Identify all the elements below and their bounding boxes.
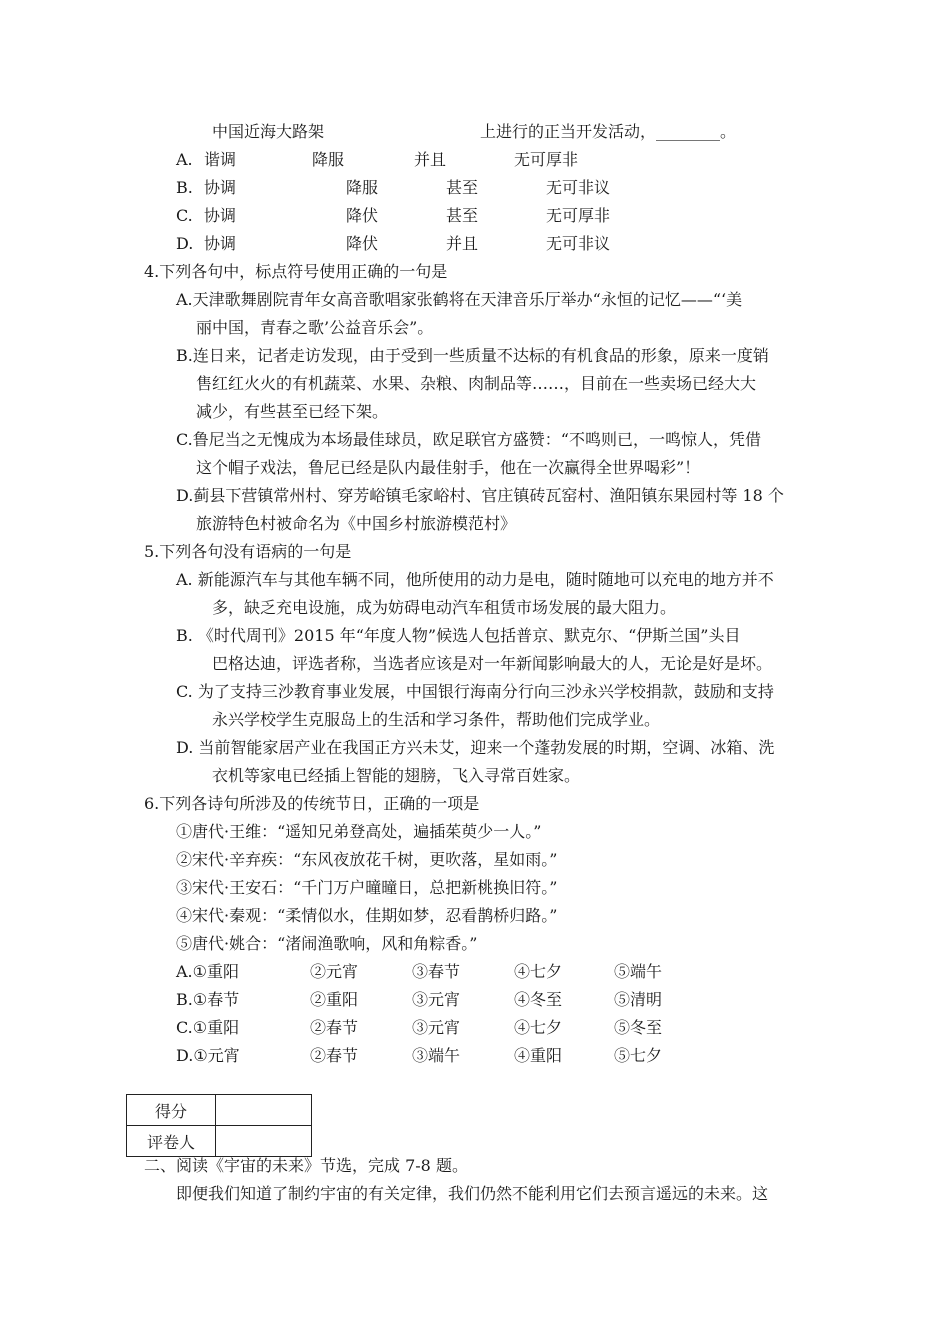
option-col-2: ②春节 [310, 1046, 359, 1065]
q4-option-d-line1: D.蓟县下营镇常州村、穿芳峪镇毛家峪村、官庄镇砖瓦窑村、渔阳镇东果园村等 18 个 [176, 486, 784, 505]
q3-stem-right: 上进行的正当开发活动，________。 [480, 122, 737, 141]
option-col-1: B.①春节 [176, 990, 240, 1009]
option-col-4: ④七夕 [514, 1018, 563, 1037]
option-word-4: 无可厚非 [546, 206, 611, 225]
q5-stem: 5.下列各句没有语病的一句是 [144, 542, 352, 561]
q3-stem-left: 中国近海大路架 [212, 122, 325, 141]
option-word-1: 协调 [204, 206, 237, 225]
option-col-5: ⑤七夕 [614, 1046, 663, 1065]
q5-option-a-line2: 多，缺乏充电设施，成为妨碍电动汽车租赁市场发展的最大阻力。 [212, 598, 677, 617]
q5-option-d-line1: D. 当前智能家居产业在我国正方兴未艾，迎来一个蓬勃发展的时期，空调、冰箱、洗 [176, 738, 775, 757]
option-col-1: C.①重阳 [176, 1018, 240, 1037]
q4-option-d-line2: 旅游特色村被命名为《中国乡村旅游模范村》 [196, 514, 517, 533]
option-word-2: 降伏 [346, 234, 379, 253]
option-col-5: ⑤清明 [614, 990, 663, 1009]
q4-stem: 4.下列各句中，标点符号使用正确的一句是 [144, 262, 448, 281]
option-word-1: 谐调 [204, 150, 237, 169]
q4-option-a-line1: A.天津歌舞剧院青年女高音歌唱家张鹤将在天津音乐厅举办“永恒的记忆——“‘美 [176, 290, 743, 309]
q4-option-b-line1: B.连日来，记者走访发现，由于受到一些质量不达标的有机食品的形象，原来一度销 [176, 346, 769, 365]
grader-row [127, 1126, 312, 1157]
section2-paragraph: 即便我们知道了制约宇宙的有关定律，我们仍然不能利用它们去预言遥远的未来。这 [176, 1184, 769, 1203]
score-table [126, 1094, 312, 1157]
q6-stem: 6.下列各诗句所涉及的传统节日，正确的一项是 [144, 794, 480, 813]
option-word-4: 无可非议 [546, 178, 611, 197]
option-col-1: D.①元宵 [176, 1046, 240, 1065]
option-col-3: ③元宵 [412, 1018, 461, 1037]
option-letter: C. [176, 206, 193, 225]
option-word-1: 协调 [204, 234, 237, 253]
q6-poem-4: ④宋代·秦观：“柔情似水，佳期如梦，忍看鹊桥归路。” [176, 906, 558, 925]
score-cell[interactable] [216, 1095, 312, 1126]
option-letter: D. [176, 234, 194, 253]
q4-option-a-line2: 丽中国，青春之歌’公益音乐会”。 [196, 318, 434, 337]
q6-poem-3: ③宋代·王安石：“千门万户曈曈日，总把新桃换旧符。” [176, 878, 558, 897]
score-row [127, 1095, 312, 1126]
q4-option-b-line3: 减少，有些甚至已经下架。 [196, 402, 389, 421]
option-col-4: ④重阳 [514, 1046, 563, 1065]
q5-option-b-line2: 巴格达迪，评选者称，当选者应该是对一年新闻影响最大的人，无论是好是坏。 [212, 654, 773, 673]
option-word-2: 降服 [312, 150, 345, 169]
option-col-5: ⑤端午 [614, 962, 663, 981]
option-letter: B. [176, 178, 193, 197]
option-col-3: ③元宵 [412, 990, 461, 1009]
option-word-2: 降伏 [346, 206, 379, 225]
option-col-3: ③春节 [412, 962, 461, 981]
q4-option-c-line1: C.鲁尼当之无愧成为本场最佳球员，欧足联官方盛赞：“不鸣则已，一鸣惊人，凭借 [176, 430, 761, 449]
option-word-4: 无可厚非 [514, 150, 579, 169]
q6-poem-5: ⑤唐代·姚合：“渚闹渔歌响，风和角粽香。” [176, 934, 478, 953]
option-word-4: 无可非议 [546, 234, 611, 253]
option-word-3: 并且 [414, 150, 447, 169]
option-letter: A. [176, 150, 193, 169]
q4-option-b-line2: 售红红火火的有机蔬菜、水果、杂粮、肉制品等……，目前在一些卖场已经大大 [196, 374, 757, 393]
q4-option-c-line2: 这个帽子戏法，鲁尼已经是队内最佳射手，他在一次赢得全世界喝彩”！ [196, 458, 701, 477]
option-word-3: 并且 [446, 234, 479, 253]
option-col-3: ③端午 [412, 1046, 461, 1065]
option-word-1: 协调 [204, 178, 237, 197]
grader-cell[interactable] [216, 1126, 312, 1157]
q6-poem-2: ②宋代·辛弃疾：“东风夜放花千树，更吹落，星如雨。” [176, 850, 558, 869]
q5-option-c-line2: 永兴学校学生克服岛上的生活和学习条件，帮助他们完成学业。 [212, 710, 661, 729]
q5-option-b-line1: B. 《时代周刊》2015 年“年度人物”候选人包括普京、默克尔、“伊斯兰国”头目 [176, 626, 741, 645]
option-word-3: 甚至 [446, 178, 479, 197]
q5-option-a-line1: A. 新能源汽车与其他车辆不同，他所使用的动力是电，随时随地可以充电的地方并不 [176, 570, 774, 589]
q6-poem-1: ①唐代·王维：“遥知兄弟登高处，遍插茱萸少一人。” [176, 822, 542, 841]
option-col-1: A.①重阳 [176, 962, 239, 981]
grader-label: 评卷人 [127, 1126, 216, 1157]
score-label: 得分 [127, 1095, 216, 1126]
option-col-5: ⑤冬至 [614, 1018, 663, 1037]
option-col-4: ④七夕 [514, 962, 563, 981]
option-word-2: 降服 [346, 178, 379, 197]
section2-heading: 二、阅读《宇宙的未来》节选，完成 7-8 题。 [144, 1156, 468, 1175]
option-col-2: ②春节 [310, 1018, 359, 1037]
option-col-2: ②元宵 [310, 962, 359, 981]
q5-option-d-line2: 衣机等家电已经插上智能的翅膀，飞入寻常百姓家。 [212, 766, 581, 785]
option-word-3: 甚至 [446, 206, 479, 225]
option-col-4: ④冬至 [514, 990, 563, 1009]
q5-option-c-line1: C. 为了支持三沙教育事业发展，中国银行海南分行向三沙永兴学校捐款，鼓励和支持 [176, 682, 774, 701]
option-col-2: ②重阳 [310, 990, 359, 1009]
